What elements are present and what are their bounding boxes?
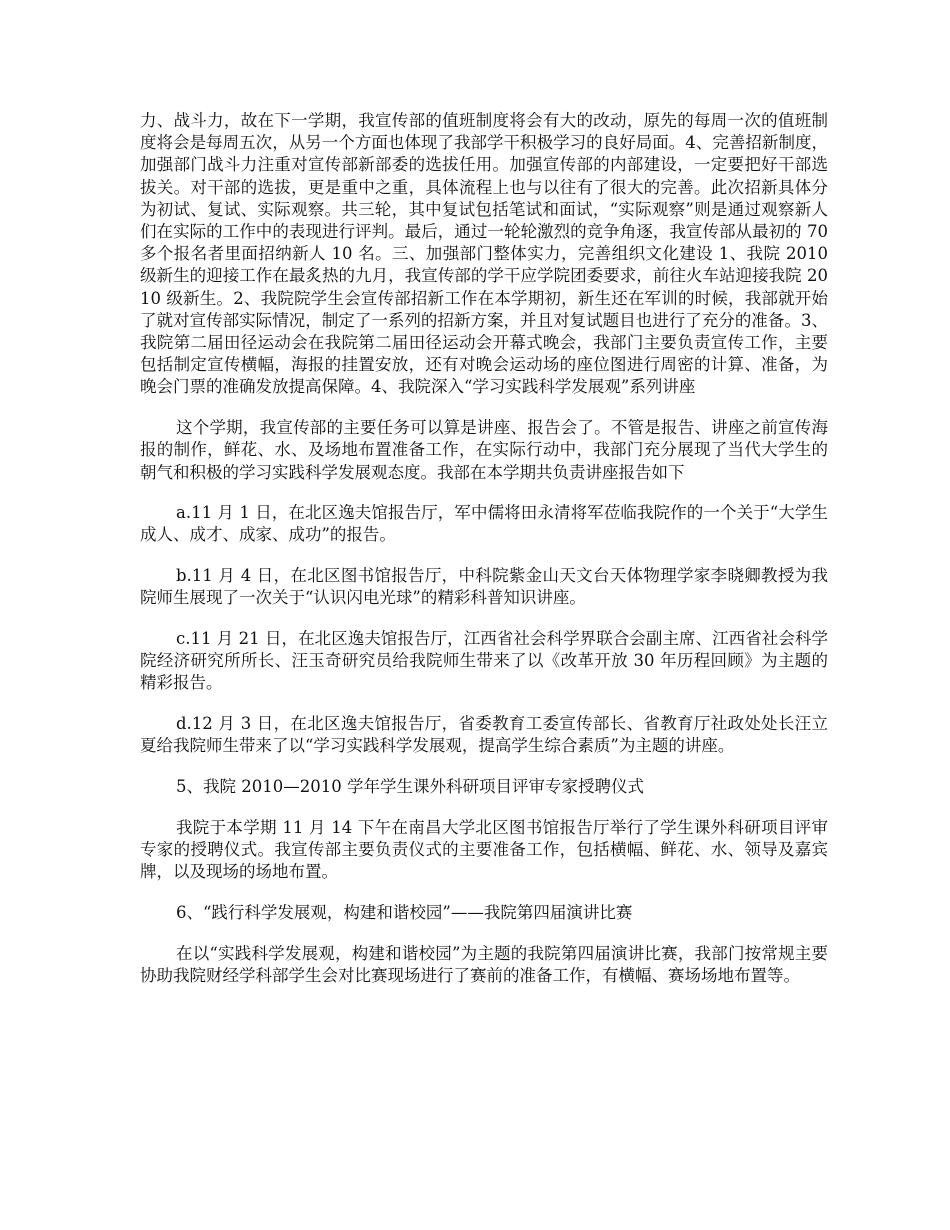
document-page (140, 110, 828, 1006)
paragraph-speech-contest: 在以“实践科学发展观，构建和谐校园”为主题的我院第四届演讲比赛，我部门按常规主要协助我院财经学科部学生会对比赛现场进行了赛前的准备工作，有横幅、赛场场地布置等。 (140, 943, 828, 985)
paragraph-continued-summary: 力、战斗力，故在下一学期，我宣传部的值班制度将会有大的改动，原先的每周一次的值班制度将会是每周五次，从另一个方面也体现了我部学干积极学习的良好局面。4、完善招新制度，加强部门战斗力注重对宣传部新部委的选拔任用。加强宣传部的内部建设，一定要把好干部选拔关。对干部的选拔，更是重中之重，具体流程上也与以往有了很大的完善。此次招新具体分为初试、复试、实际观察。共三轮，其中复试包括笔试和面试，“实际观察”则是通过观察新人们在实际的工作中的表现进行评判。最后，通过一轮轮激烈的竞争角逐，我宣传部从最初的 70 多个报名者里面招纳新人 10 名。三、加强部门整体实力，完善组织文化建设 1、我院 2010 级新生的迎接工作在最炙热的九月，我宣传部的学干应学院团委要求，前往火车站迎接我院 2010 级新生。2、我院院学生会宣传部招新工作在本学期初，新生还在军训的时候，我部就开始了就对宣传部实际情况，制定了一系列的招新方案，并且对复试题目也进行了充分的准备。3、我院第二届田径运动会在我院第二届田径运动会开幕式晚会，我部门主要负责宣传工作，主要包括制定宣传横幅，海报的挂置安放，还有对晚会运动场的座位图进行周密的计算、准备，为晚会门票的准确发放提高保障。4、我院深入“学习实践科学发展观”系列讲座 (140, 111, 828, 397)
paragraph-lecture-d: d.12 月 3 日，在北区逸夫馆报告厅，省委教育工委宣传部长、省教育厅社政处处长汪立夏给我院师生带来了以“学习实践科学发展观，提高学生综合素质”为主题的讲座。 (140, 714, 828, 756)
section-heading-5: 5、我院 2010—2010 学年学生课外科研项目评审专家授聘仪式 (176, 777, 644, 797)
paragraph-lecture-intro: 这个学期，我宣传部的主要任务可以算是讲座、报告会了。不管是报告、讲座之前宣传海报的制作，鲜花、水、及场地布置准备工作，在实际行动中，我部门充分展现了当代大学生的朝气和积极的学习实践科学发展观态度。我部在本学期共负责讲座报告如下 (140, 418, 828, 482)
paragraph-lecture-b: b.11 月 4 日，在北区图书馆报告厅，中科院紫金山天文台天体物理学家李晓卿教授为我院师生展现了一次关于“认识闪电光球”的精彩科普知识讲座。 (140, 566, 828, 608)
paragraph-lecture-c: c.11 月 21 日，在北区逸夫馆报告厅，江西省社会科学界联合会副主席、江西省社会科学院经济研究所所长、汪玉奇研究员给我院师生带来了以《改革开放 30 年历程回顾》为主题的精彩报告。 (140, 629, 828, 693)
paragraph-ceremony: 我院于本学期 11 月 14 下午在南昌大学北区图书馆报告厅举行了学生课外科研项目评审专家的授聘仪式。我宣传部主要负责仪式的主要准备工作，包括横幅、鲜花、水、领导及嘉宾牌，以及现场的场地布置。 (140, 817, 828, 882)
section-heading-6: 6、“践行科学发展观，构建和谐校园”——我院第四届演讲比赛 (176, 902, 633, 922)
paragraph-lecture-a: a.11 月 1 日，在北区逸夫馆报告厅，军中儒将田永清将军莅临我院作的一个关于“大学生成人、成才、成家、成功”的报告。 (140, 503, 828, 545)
